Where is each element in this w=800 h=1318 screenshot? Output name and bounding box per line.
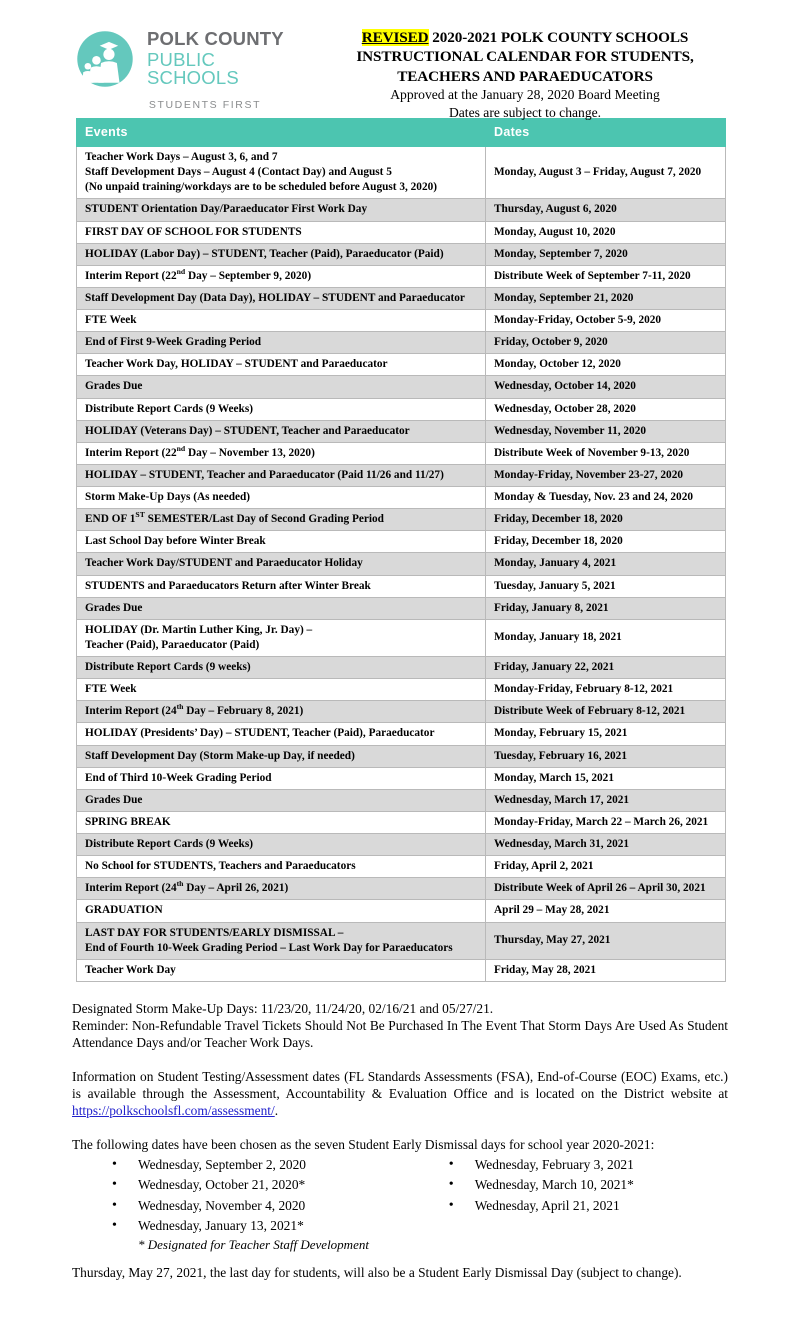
- table-row: [77, 959, 726, 981]
- event-cell: LAST DAY FOR STUDENTS/EARLY DISMISSAL – End of Fourth 10-Week Grading Period – Last Work Day for Paraeducators: [77, 922, 486, 959]
- date-cell: Monday, August 10, 2020: [486, 221, 726, 243]
- table-row: [77, 265, 726, 287]
- list-item: • Wednesday, November 4, 2020: [112, 1196, 409, 1216]
- date-cell: Tuesday, February 16, 2021: [486, 745, 726, 767]
- table-row: [77, 619, 726, 656]
- event-cell: End of First 9-Week Grading Period: [77, 332, 486, 354]
- event-cell: FIRST DAY OF SCHOOL FOR STUDENTS: [77, 221, 486, 243]
- logo-row: [72, 26, 290, 92]
- event-cell: HOLIDAY – STUDENT, Teacher and Paraeducator (Paid 11/26 and 11/27): [77, 464, 486, 486]
- date-cell: Monday, September 7, 2020: [486, 243, 726, 265]
- date-cell: Thursday, August 6, 2020: [486, 199, 726, 221]
- calendar-table-wrapper: [0, 118, 800, 982]
- event-cell: Last School Day before Winter Break: [77, 531, 486, 553]
- event-cell: Grades Due: [77, 597, 486, 619]
- event-cell: Grades Due: [77, 789, 486, 811]
- disclaimer-subtitle: Dates are subject to change.: [448, 105, 602, 121]
- table-row: [77, 900, 726, 922]
- early-dismissal-lists: [72, 1155, 728, 1237]
- logo-tagline: STUDENTS FIRST: [148, 99, 262, 111]
- date-cell: Friday, May 28, 2021: [486, 959, 726, 981]
- date-cell: Friday, October 9, 2020: [486, 332, 726, 354]
- document-title-block: [290, 26, 800, 123]
- event-cell: GRADUATION: [77, 900, 486, 922]
- event-cell: Interim Report (22nd Day – November 13, 2020): [77, 442, 486, 464]
- date-cell: Wednesday, March 31, 2021: [486, 834, 726, 856]
- logo-line-polk-county: POLK COUNTY: [147, 28, 284, 50]
- table-row: [77, 332, 726, 354]
- table-row: [77, 723, 726, 745]
- date-cell: Tuesday, January 5, 2021: [486, 575, 726, 597]
- table-row: [77, 310, 726, 332]
- table-row: [77, 464, 726, 486]
- table-row: [77, 147, 726, 199]
- event-cell: SPRING BREAK: [77, 811, 486, 833]
- event-cell: Grades Due: [77, 376, 486, 398]
- list-item: • Wednesday, February 3, 2021: [449, 1155, 728, 1175]
- event-cell: HOLIDAY (Presidents’ Day) – STUDENT, Teacher (Paid), Paraeducator: [77, 723, 486, 745]
- list-item: • Wednesday, January 13, 2021*: [112, 1216, 409, 1236]
- column-header-dates: Dates: [486, 119, 726, 147]
- testing-info-period: .: [274, 1103, 279, 1119]
- early-dismissal-list-right: [409, 1155, 728, 1237]
- table-row: [77, 199, 726, 221]
- date-cell: Distribute Week of February 8-12, 2021: [486, 701, 726, 723]
- early-dismissal-intro-text: The following dates have been chosen as the seven Student Early Dismissal days for school year 2020-2021:: [72, 1136, 655, 1152]
- list-item: • Wednesday, April 21, 2021: [449, 1196, 728, 1216]
- event-cell: HOLIDAY (Labor Day) – STUDENT, Teacher (Paid), Paraeducator (Paid): [77, 243, 486, 265]
- date-cell: Monday, August 3 – Friday, August 7, 2020: [486, 147, 726, 199]
- logo-line-public-schools: PUBLIC SCHOOLS: [147, 48, 239, 89]
- event-cell: Teacher Work Days – August 3, 6, and 7 Staff Development Days – August 4 (Contact Day) and August 5 (No unpaid training/workdays are to be scheduled before August 3, 2020): [77, 147, 486, 199]
- date-cell: Monday-Friday, March 22 – March 26, 2021: [486, 811, 726, 833]
- testing-info-text: Information on Student Testing/Assessment dates (FL Standards Assessments (FSA), End-of-Course (EOC) Exams, etc.) is available through the Assessment, Accountability & Evaluation Office and is located on the District website at: [72, 1068, 728, 1101]
- footer-notes: [0, 1000, 800, 1254]
- date-cell: Thursday, May 27, 2021: [486, 922, 726, 959]
- event-cell: FTE Week: [77, 679, 486, 701]
- table-row: [77, 553, 726, 575]
- table-row: [77, 420, 726, 442]
- table-row: [77, 767, 726, 789]
- date-cell: Wednesday, October 14, 2020: [486, 376, 726, 398]
- event-cell: Storm Make-Up Days (As needed): [77, 487, 486, 509]
- travel-reminder-text: Reminder: Non-Refundable Travel Tickets Should Not Be Purchased In The Event That Storm Days Are Used As Student Attendance Days and/or Teacher Work Days.: [72, 1018, 728, 1051]
- date-cell: Monday, January 4, 2021: [486, 553, 726, 575]
- date-cell: April 29 – May 28, 2021: [486, 900, 726, 922]
- table-row: [77, 398, 726, 420]
- date-cell: Friday, January 8, 2021: [486, 597, 726, 619]
- polk-county-public-schools-logo-icon: [72, 26, 138, 92]
- date-cell: Friday, December 18, 2020: [486, 531, 726, 553]
- event-cell: Teacher Work Day, HOLIDAY – STUDENT and Paraeducator: [77, 354, 486, 376]
- date-cell: Monday-Friday, February 8-12, 2021: [486, 679, 726, 701]
- date-cell: Monday, September 21, 2020: [486, 287, 726, 309]
- date-cell: Distribute Week of April 26 – April 30, 2021: [486, 878, 726, 900]
- table-row: [77, 354, 726, 376]
- table-row: [77, 657, 726, 679]
- page-title-line-3: TEACHERS AND PARAEDUCATORS: [397, 67, 653, 85]
- table-row: [77, 922, 726, 959]
- date-cell: Monday, January 18, 2021: [486, 619, 726, 656]
- date-cell: Monday & Tuesday, Nov. 23 and 24, 2020: [486, 487, 726, 509]
- page-title-line-1: [290, 28, 760, 47]
- district-logo: [0, 26, 290, 111]
- storm-makeup-days-text: Designated Storm Make-Up Days: 11/23/20, 11/24/20, 02/16/21 and 05/27/21.: [72, 1000, 494, 1016]
- table-row: [77, 531, 726, 553]
- date-cell: Friday, January 22, 2021: [486, 657, 726, 679]
- instructional-calendar-table: [76, 118, 726, 982]
- date-cell: Wednesday, November 11, 2020: [486, 420, 726, 442]
- table-row: [77, 221, 726, 243]
- event-cell: END OF 1ST SEMESTER/Last Day of Second Grading Period: [77, 509, 486, 531]
- table-row: [77, 243, 726, 265]
- date-cell: Friday, December 18, 2020: [486, 509, 726, 531]
- event-cell: Teacher Work Day: [77, 959, 486, 981]
- table-row: [77, 597, 726, 619]
- date-cell: Monday, March 15, 2021: [486, 767, 726, 789]
- event-cell: HOLIDAY (Dr. Martin Luther King, Jr. Day) – Teacher (Paid), Paraeducator (Paid): [77, 619, 486, 656]
- event-cell: Teacher Work Day/STUDENT and Paraeducator Holiday: [77, 553, 486, 575]
- date-cell: Monday-Friday, October 5-9, 2020: [486, 310, 726, 332]
- table-row: [77, 745, 726, 767]
- event-cell: No School for STUDENTS, Teachers and Paraeducators: [77, 856, 486, 878]
- table-row: [77, 679, 726, 701]
- list-item: • Wednesday, March 10, 2021*: [449, 1175, 728, 1195]
- table-row: [77, 376, 726, 398]
- event-cell: Distribute Report Cards (9 Weeks): [77, 834, 486, 856]
- event-cell: Staff Development Day (Storm Make-up Day, if needed): [77, 745, 486, 767]
- early-dismissal-block: [72, 1136, 728, 1255]
- table-row: [77, 287, 726, 309]
- date-cell: Friday, April 2, 2021: [486, 856, 726, 878]
- revised-highlight-label: REVISED: [361, 29, 429, 46]
- table-row: [77, 878, 726, 900]
- page-title-line-2: INSTRUCTIONAL CALENDAR FOR STUDENTS,: [356, 48, 694, 66]
- event-cell: Distribute Report Cards (9 weeks): [77, 657, 486, 679]
- table-body: [77, 147, 726, 982]
- table-header-row: [77, 119, 726, 147]
- table-row: [77, 575, 726, 597]
- testing-info-block: [72, 1068, 728, 1120]
- event-cell: HOLIDAY (Veterans Day) – STUDENT, Teacher and Paraeducator: [77, 420, 486, 442]
- table-row: [77, 442, 726, 464]
- list-item: • Wednesday, October 21, 2020*: [112, 1175, 409, 1195]
- date-cell: Distribute Week of November 9-13, 2020: [486, 442, 726, 464]
- event-cell: Staff Development Day (Data Day), HOLIDAY – STUDENT and Paraeducator: [77, 287, 486, 309]
- date-cell: Monday, October 12, 2020: [486, 354, 726, 376]
- logo-wordmark: [147, 30, 290, 88]
- asterisk-footnote: * Designated for Teacher Staff Development: [138, 1237, 369, 1253]
- document-header: [0, 0, 800, 121]
- approval-subtitle: Approved at the January 28, 2020 Board Meeting: [390, 87, 660, 103]
- event-cell: Interim Report (24th Day – April 26, 2021): [77, 878, 486, 900]
- date-cell: Monday, February 15, 2021: [486, 723, 726, 745]
- table-row: [77, 509, 726, 531]
- date-cell: Monday-Friday, November 23-27, 2020: [486, 464, 726, 486]
- event-cell: Interim Report (24th Day – February 8, 2021): [77, 701, 486, 723]
- event-cell: Distribute Report Cards (9 Weeks): [77, 398, 486, 420]
- event-cell: Interim Report (22nd Day – September 9, 2020): [77, 265, 486, 287]
- event-cell: End of Third 10-Week Grading Period: [77, 767, 486, 789]
- early-dismissal-list-left: [72, 1155, 409, 1237]
- column-header-events: Events: [77, 119, 486, 147]
- date-cell: Wednesday, October 28, 2020: [486, 398, 726, 420]
- table-row: [77, 789, 726, 811]
- storm-makeup-block: [72, 1000, 728, 1052]
- table-head: [77, 119, 726, 147]
- assessment-website-link[interactable]: https://polkschoolsfl.com/assessment/: [72, 1103, 275, 1119]
- event-cell: FTE Week: [77, 310, 486, 332]
- table-row: [77, 487, 726, 509]
- page-title-rest: 2020-2021 POLK COUNTY SCHOOLS: [428, 29, 689, 46]
- date-cell: Distribute Week of September 7-11, 2020: [486, 265, 726, 287]
- closing-paragraph: Thursday, May 27, 2021, the last day for students, will also be a Student Early Dismissal Day (subject to change).: [72, 1265, 682, 1281]
- table-row: [77, 856, 726, 878]
- event-cell: STUDENT Orientation Day/Paraeducator First Work Day: [77, 199, 486, 221]
- table-row: [77, 701, 726, 723]
- table-row: [77, 834, 726, 856]
- table-row: [77, 811, 726, 833]
- date-cell: Wednesday, March 17, 2021: [486, 789, 726, 811]
- list-item: • Wednesday, September 2, 2020: [112, 1155, 409, 1175]
- event-cell: STUDENTS and Paraeducators Return after Winter Break: [77, 575, 486, 597]
